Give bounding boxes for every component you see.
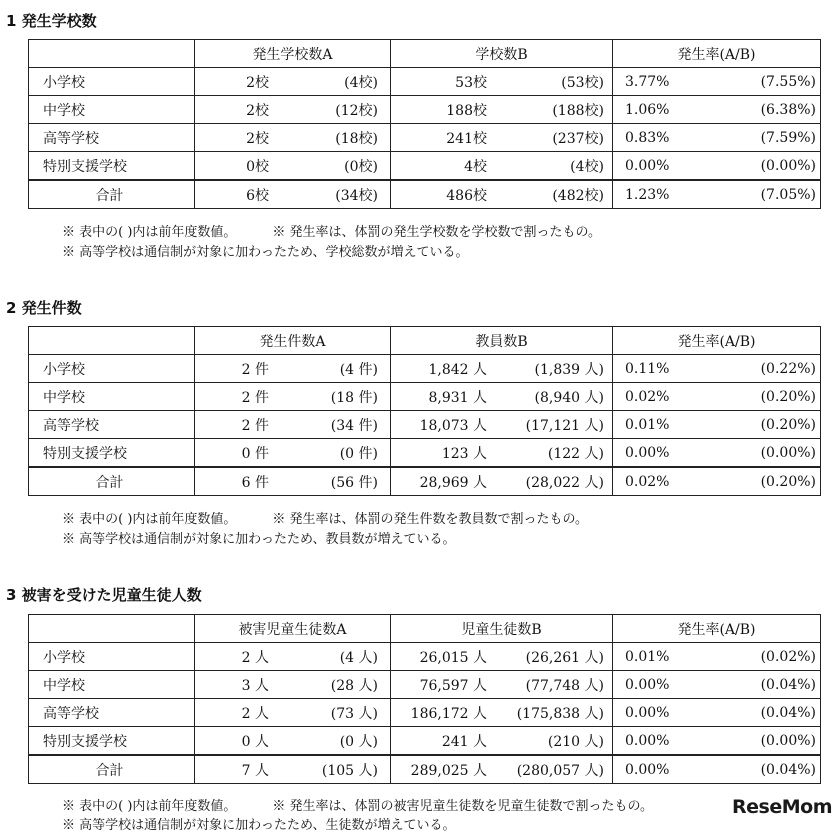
table-header-row (29, 40, 821, 68)
row-label: 小学校 (29, 643, 195, 671)
footnote: ※ 高等学校は通信制が対象に加わったため、教員数が増えている。 (62, 532, 456, 547)
rate-cell (613, 355, 821, 383)
row-label: 特別支援学校 (29, 727, 195, 756)
table-header-row (29, 327, 821, 355)
rate-previous: (6.38%) (760, 101, 816, 118)
column-header: 教員数B (391, 327, 613, 355)
value-a-current: 2 人 (241, 649, 269, 666)
table-row (29, 383, 821, 411)
column-header (29, 615, 195, 643)
value-b-cell (391, 96, 613, 124)
value-b-previous: (8,940 人) (534, 389, 604, 406)
value-b-cell (391, 68, 613, 96)
value-b-previous: (53校) (561, 74, 604, 91)
value-b-cell (391, 699, 613, 727)
footnote-previous-year: ※ 表中の( )内は前年度数値。 (62, 512, 237, 527)
rate-previous: (0.20%) (760, 416, 816, 433)
rate-current: 0.00% (625, 444, 670, 461)
rate-previous: (0.04%) (760, 704, 816, 721)
value-a-cell (195, 96, 391, 124)
value-a-previous: (56 件) (330, 474, 378, 491)
value-a-previous: (0 人) (339, 733, 378, 750)
rate-previous: (7.55%) (760, 73, 816, 90)
column-header: 被害児童生徒数A (195, 615, 391, 643)
rate-cell (613, 383, 821, 411)
table-row (29, 411, 821, 439)
value-a-cell (195, 699, 391, 727)
value-b-previous: (280,057 人) (516, 762, 604, 779)
value-b-previous: (26,261 人) (525, 649, 604, 666)
value-a-current: 0 人 (241, 733, 269, 750)
row-label: 高等学校 (29, 124, 195, 152)
value-b-previous: (4校) (570, 158, 604, 175)
value-a-cell (195, 671, 391, 699)
value-b-cell (391, 355, 613, 383)
footnote-rate-definition: ※ 発生率は、体罰の発生学校数を学校数で割ったもの。 (272, 225, 602, 240)
value-b-previous: (122 人) (547, 445, 604, 462)
value-b-current: 26,015 人 (419, 649, 487, 666)
value-a-previous: (34校) (335, 187, 378, 204)
value-b-previous: (77,748 人) (525, 677, 604, 694)
value-b-current: 241校 (446, 130, 487, 147)
value-b-previous: (1,839 人) (534, 361, 604, 378)
value-a-cell (195, 124, 391, 152)
value-a-cell (195, 755, 391, 784)
rate-previous: (0.00%) (760, 444, 816, 461)
rate-previous: (7.05%) (760, 186, 816, 203)
value-a-cell (195, 180, 391, 209)
column-header: 発生率(A/B) (613, 615, 821, 643)
value-b-previous: (237校) (552, 130, 604, 147)
value-b-previous: (482校) (552, 187, 604, 204)
section-title: 1 発生学校数 (6, 12, 97, 30)
value-a-current: 2 件 (241, 389, 269, 406)
footnote (62, 221, 601, 240)
section-title: 3 被害を受けた児童生徒人数 (6, 586, 202, 604)
value-a-previous: (12校) (335, 102, 378, 119)
value-a-previous: (28 人) (330, 677, 378, 694)
column-header: 発生率(A/B) (613, 327, 821, 355)
value-a-current: 7 人 (241, 762, 269, 779)
value-a-previous: (4校) (344, 74, 378, 91)
table-row (29, 439, 821, 468)
resemom-logo: ReseMom (732, 796, 832, 818)
rate-cell (613, 671, 821, 699)
value-a-cell (195, 643, 391, 671)
rate-cell (613, 467, 821, 496)
value-a-current: 2 件 (241, 417, 269, 434)
footnote (62, 508, 588, 527)
rate-previous: (0.00%) (760, 157, 816, 174)
rate-previous: (0.20%) (760, 473, 816, 490)
rate-current: 0.00% (625, 157, 670, 174)
row-label: 小学校 (29, 68, 195, 96)
stats-table (28, 39, 821, 209)
value-b-current: 123 人 (441, 445, 487, 462)
value-b-previous: (28,022 人) (525, 474, 604, 491)
column-header: 発生学校数A (195, 40, 391, 68)
column-header (29, 327, 195, 355)
table-row (29, 643, 821, 671)
rate-previous: (0.22%) (760, 360, 816, 377)
rate-cell (613, 699, 821, 727)
value-a-previous: (0 件) (339, 445, 378, 462)
table-row (29, 124, 821, 152)
rate-current: 0.11% (625, 360, 670, 377)
rate-current: 0.02% (625, 388, 670, 405)
row-label: 合計 (29, 467, 195, 496)
row-label: 中学校 (29, 383, 195, 411)
value-a-cell (195, 68, 391, 96)
table-row (29, 355, 821, 383)
rate-current: 1.06% (625, 101, 670, 118)
rate-cell (613, 411, 821, 439)
rate-previous: (0.02%) (760, 648, 816, 665)
value-b-current: 188校 (446, 102, 487, 119)
footnote: ※ 高等学校は通信制が対象に加わったため、学校総数が増えている。 (62, 245, 469, 260)
column-header: 発生件数A (195, 327, 391, 355)
value-b-current: 76,597 人 (419, 677, 487, 694)
table-row (29, 68, 821, 96)
value-a-cell (195, 355, 391, 383)
rate-current: 0.00% (625, 761, 670, 778)
value-b-current: 289,025 人 (410, 762, 487, 779)
footnote-previous-year: ※ 表中の( )内は前年度数値。 (62, 225, 237, 240)
value-a-cell (195, 411, 391, 439)
rate-cell (613, 727, 821, 756)
value-b-cell (391, 180, 613, 209)
rate-current: 0.83% (625, 129, 670, 146)
rate-current: 0.01% (625, 648, 670, 665)
value-b-cell (391, 467, 613, 496)
row-label: 高等学校 (29, 411, 195, 439)
rate-previous: (0.04%) (760, 676, 816, 693)
row-label: 合計 (29, 755, 195, 784)
value-b-current: 486校 (446, 187, 487, 204)
value-a-current: 2 件 (241, 361, 269, 378)
rate-cell (613, 152, 821, 181)
row-label: 小学校 (29, 355, 195, 383)
table-row (29, 727, 821, 756)
value-a-current: 0校 (246, 158, 269, 175)
value-a-previous: (4 人) (339, 649, 378, 666)
value-b-current: 28,969 人 (419, 474, 487, 491)
column-header: 児童生徒数B (391, 615, 613, 643)
value-b-cell (391, 643, 613, 671)
value-a-previous: (4 件) (339, 361, 378, 378)
value-a-current: 6 件 (241, 474, 269, 491)
rate-previous: (0.00%) (760, 732, 816, 749)
value-b-cell (391, 439, 613, 468)
value-b-cell (391, 152, 613, 181)
value-b-cell (391, 755, 613, 784)
table-row (29, 96, 821, 124)
value-a-cell (195, 152, 391, 181)
value-a-current: 6校 (246, 187, 269, 204)
rate-cell (613, 439, 821, 468)
footnote-rate-definition: ※ 発生率は、体罰の発生件数を教員数で割ったもの。 (272, 512, 589, 527)
rate-current: 0.00% (625, 732, 670, 749)
row-label: 中学校 (29, 671, 195, 699)
total-row (29, 467, 821, 496)
row-label: 合計 (29, 180, 195, 209)
footnote-previous-year: ※ 表中の( )内は前年度数値。 (62, 799, 237, 814)
value-a-current: 2校 (246, 130, 269, 147)
row-label: 高等学校 (29, 699, 195, 727)
rate-cell (613, 96, 821, 124)
section-title: 2 発生件数 (6, 299, 82, 317)
rate-previous: (0.20%) (760, 388, 816, 405)
value-b-current: 53校 (455, 74, 487, 91)
value-a-cell (195, 727, 391, 756)
rate-cell (613, 755, 821, 784)
rate-cell (613, 124, 821, 152)
rate-cell (613, 643, 821, 671)
rate-current: 0.00% (625, 704, 670, 721)
value-b-cell (391, 727, 613, 756)
row-label: 中学校 (29, 96, 195, 124)
value-a-current: 2校 (246, 74, 269, 91)
value-a-cell (195, 467, 391, 496)
value-b-current: 4校 (464, 158, 487, 175)
footnote-rate-definition: ※ 発生率は、体罰の被害児童生徒数を児童生徒数で割ったもの。 (272, 799, 654, 814)
value-a-previous: (18校) (335, 130, 378, 147)
value-b-current: 8,931 人 (428, 389, 487, 406)
footnote: ※ 高等学校は通信制が対象に加わったため、生徒数が増えている。 (62, 818, 456, 833)
value-b-previous: (188校) (552, 102, 604, 119)
rate-previous: (7.59%) (760, 129, 816, 146)
value-a-previous: (18 件) (330, 389, 378, 406)
column-header (29, 40, 195, 68)
value-a-cell (195, 383, 391, 411)
value-a-current: 3 人 (241, 677, 269, 694)
table-header-row (29, 615, 821, 643)
value-b-previous: (210 人) (547, 733, 604, 750)
value-b-cell (391, 411, 613, 439)
value-b-current: 1,842 人 (428, 361, 487, 378)
value-b-cell (391, 124, 613, 152)
rate-cell (613, 180, 821, 209)
value-a-current: 0 件 (241, 445, 269, 462)
total-row (29, 755, 821, 784)
value-b-previous: (17,121 人) (525, 417, 604, 434)
stats-table (28, 326, 821, 496)
rate-cell (613, 68, 821, 96)
value-a-cell (195, 439, 391, 468)
value-a-current: 2校 (246, 102, 269, 119)
rate-current: 0.01% (625, 416, 670, 433)
value-a-previous: (34 件) (330, 417, 378, 434)
column-header: 発生率(A/B) (613, 40, 821, 68)
rate-current: 0.00% (625, 676, 670, 693)
value-a-current: 2 人 (241, 705, 269, 722)
row-label: 特別支援学校 (29, 152, 195, 181)
stats-table (28, 614, 821, 784)
value-b-previous: (175,838 人) (516, 705, 604, 722)
footnote (62, 795, 653, 814)
column-header: 学校数B (391, 40, 613, 68)
value-b-current: 186,172 人 (410, 705, 487, 722)
table-row (29, 699, 821, 727)
value-b-current: 241 人 (441, 733, 487, 750)
total-row (29, 180, 821, 209)
rate-current: 1.23% (625, 186, 670, 203)
table-row (29, 671, 821, 699)
row-label: 特別支援学校 (29, 439, 195, 468)
value-a-previous: (0校) (344, 158, 378, 175)
value-b-cell (391, 383, 613, 411)
rate-previous: (0.04%) (760, 761, 816, 778)
table-row (29, 152, 821, 181)
value-b-cell (391, 671, 613, 699)
value-a-previous: (73 人) (330, 705, 378, 722)
value-b-current: 18,073 人 (419, 417, 487, 434)
rate-current: 0.02% (625, 473, 670, 490)
rate-current: 3.77% (625, 73, 670, 90)
value-a-previous: (105 人) (321, 762, 378, 779)
